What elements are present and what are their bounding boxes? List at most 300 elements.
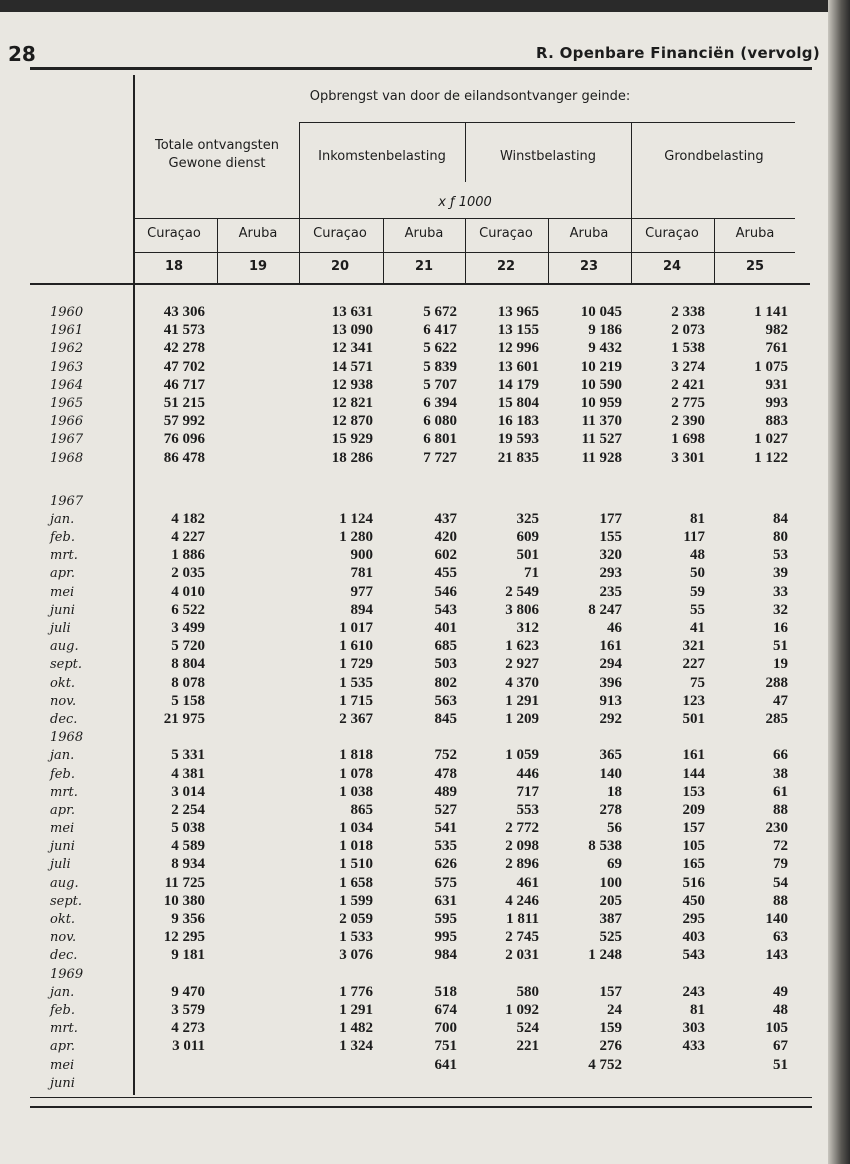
col-sublabel: Curaçao [313,226,367,241]
header-divider [465,122,466,182]
cell: 546 [434,583,457,600]
page-title: R. Openbare Financiën (vervolg) [535,44,820,62]
cell: 140 [765,911,788,927]
cell: 387 [599,911,622,927]
cell: 4 381 [171,765,205,782]
cell: 525 [599,929,622,946]
col-group-inkomsten: Inkomstenbelasting [318,149,446,164]
table-row [0,584,850,602]
cell: 205 [599,892,622,909]
row-label: okt. [50,912,76,927]
table-row [0,340,850,358]
cell: 18 [607,783,622,800]
cell: 1 535 [339,674,373,691]
cell: 674 [434,1001,457,1018]
table-row [0,729,850,747]
cell: 865 [350,801,373,818]
cell: 5 839 [423,358,457,375]
cell: 71 [524,565,539,582]
cell: 53 [773,547,788,564]
cell: 9 356 [171,911,205,927]
cell: 47 702 [163,358,205,375]
cell: 420 [434,529,457,546]
col-sublabel: Aruba [404,226,444,241]
cell: 609 [516,529,539,546]
cell: 8 804 [171,656,205,673]
cell: 41 573 [163,322,205,339]
cell: 11 725 [164,874,205,891]
table-row [0,1057,850,1075]
cell: 59 [690,583,705,600]
cell: 2 031 [505,947,539,964]
cell: 403 [682,929,705,946]
cell: 751 [434,1038,457,1055]
table-row [0,820,850,838]
cell: 10 219 [580,358,622,375]
row-label: aug. [50,639,79,655]
cell: 16 183 [497,413,539,430]
cell: 33 [773,583,788,600]
cell: 700 [434,1020,457,1037]
cell: 5 331 [171,747,205,764]
cell: 2 059 [339,911,373,927]
row-label: sept. [50,657,83,673]
cell: 982 [765,322,788,339]
cell: 69 [607,856,622,873]
row-label: mrt. [50,1021,78,1037]
cell: 1 886 [171,547,205,564]
row-label: juli [50,621,71,636]
cell: 2 254 [171,801,205,818]
cell: 900 [350,547,373,564]
cell: 14 179 [497,376,539,393]
cell: 524 [516,1020,539,1037]
table-row [0,359,850,377]
table-row [0,875,850,893]
cell: 1 018 [339,838,373,855]
cell: 153 [682,783,705,800]
table-row [0,395,850,413]
cell: 276 [599,1038,622,1055]
col-group-totale: Totale ontvangsten Gewone dienst [154,138,280,171]
table-row [0,747,850,765]
cell: 1 027 [754,431,788,448]
cell: 123 [682,692,705,709]
cell: 541 [434,820,457,837]
cell: 455 [434,565,457,582]
cell: 285 [765,710,788,727]
row-label: feb. [50,530,75,546]
cell: 10 045 [580,304,622,320]
cell: 10 590 [580,376,622,393]
cell: 13 965 [497,304,539,320]
cell: 4 182 [171,510,205,527]
cell: 995 [434,929,457,946]
cell: 10 380 [163,892,205,909]
cell: 6 080 [423,413,457,430]
cell: 478 [434,765,457,782]
col-divider [548,218,549,283]
cell: 1 658 [339,874,373,891]
cell: 16 [773,620,788,636]
row-label: dec. [50,948,78,964]
col-sublabel: Curaçao [147,226,201,241]
header-rule [30,67,812,70]
table-row [0,856,850,874]
cell: 4 273 [171,1020,205,1037]
cell: 177 [599,510,622,527]
cell: 10 959 [580,394,622,411]
table-row [0,450,850,468]
group-header: Opbrengst van door de eilandsontvanger geinde: [309,89,631,104]
cell: 13 631 [331,304,373,320]
cell: 1 059 [505,747,539,764]
cell: 13 601 [497,358,539,375]
cell: 9 186 [588,322,622,339]
cell: 437 [434,510,457,527]
col-number: 24 [662,259,682,274]
table-row [0,638,850,656]
cell: 2 549 [505,583,539,600]
table-row [0,693,850,711]
cell: 13 155 [497,322,539,339]
cell: 18 286 [331,449,373,466]
row-label: jan. [50,511,75,527]
table-row [0,893,850,911]
cell: 32 [773,601,788,618]
cell: 1 818 [339,747,373,764]
cell: 543 [434,601,457,618]
cell: 81 [690,1001,705,1018]
cell: 685 [434,638,457,655]
cell: 8 078 [171,674,205,691]
cell: 1 811 [506,911,539,927]
cell: 1 141 [754,304,788,320]
cell: 543 [682,947,705,964]
cell: 761 [765,340,788,357]
cell: 161 [682,747,705,764]
cell: 321 [682,638,705,655]
row-label: sept. [50,893,83,909]
cell: 63 [773,929,788,946]
table-row [0,966,850,984]
cell: 913 [599,692,622,709]
cell: 1 075 [754,358,788,375]
row-label: juni [50,602,75,618]
table-row [0,565,850,583]
cell: 4 370 [505,674,539,691]
cell: 553 [516,801,539,818]
cell: 80 [773,529,788,546]
cell: 19 [773,656,788,673]
cell: 157 [682,820,705,837]
cell: 535 [434,838,457,855]
col-group-grond: Grondbelasting [664,149,764,164]
cell: 1 324 [339,1038,373,1055]
table-row [0,838,850,856]
cell: 288 [765,674,788,691]
cell: 3 274 [671,358,705,375]
cell: 1 209 [505,710,539,727]
footer-rule [30,1097,812,1098]
table-row [0,929,850,947]
cell: 1 533 [339,929,373,946]
table-row [0,1075,850,1093]
cell: 602 [434,547,457,564]
cell: 6 417 [423,322,457,339]
page-number: 28 [8,42,36,66]
row-label: mrt. [50,548,78,564]
table-row [0,1002,850,1020]
cell: 54 [773,874,788,891]
row-label: jan. [50,748,75,764]
cell: 76 096 [163,431,205,448]
data-table [0,304,850,1093]
cell: 626 [434,856,457,873]
cell: 1 599 [339,892,373,909]
cell: 12 938 [331,376,373,393]
col-number: 19 [248,259,268,274]
cell: 51 [773,638,788,655]
cell: 117 [683,529,705,546]
cell: 3 011 [172,1038,205,1055]
cell: 501 [682,710,705,727]
row-label: 1966 [50,414,84,430]
cell: 159 [599,1020,622,1037]
row-label: feb. [50,1002,75,1018]
cell: 3 806 [505,601,539,618]
row-label: mei [50,1057,75,1073]
cell: 8 247 [588,601,622,618]
cell: 55 [690,601,705,618]
col-group-winst: Winstbelasting [499,149,597,164]
table-row [0,547,850,565]
spacer [0,468,850,493]
table-row [0,511,850,529]
cell: 365 [599,747,622,764]
cell: 38 [773,765,788,782]
cell: 894 [350,601,373,618]
cell: 8 934 [171,856,205,873]
cell: 51 [773,1056,788,1073]
cell: 21 835 [497,449,539,466]
table-row [0,784,850,802]
row-label: 1962 [50,341,84,357]
cell: 6 801 [423,431,457,448]
table-row [0,656,850,674]
cell: 86 478 [163,449,205,466]
table-row [0,602,850,620]
cell: 1 715 [339,692,373,709]
row-label: 1964 [50,377,84,393]
cell: 4 227 [171,529,205,546]
cell: 19 593 [497,431,539,448]
table-row [0,802,850,820]
cell: 717 [516,783,539,800]
cell: 845 [434,710,457,727]
row-label: mei [50,821,75,837]
cell: 278 [599,801,622,818]
cell: 12 870 [331,413,373,430]
cell: 8 538 [588,838,622,855]
cell: 977 [350,583,373,600]
cell: 144 [682,765,705,782]
cell: 140 [599,765,622,782]
row-label: nov. [50,930,77,946]
table-row [0,675,850,693]
row-label: apr. [50,1039,75,1055]
table-row [0,413,850,431]
cell: 88 [773,801,788,818]
row-label: 1968 [50,450,84,466]
cell: 230 [765,820,788,837]
cell: 9 470 [171,983,205,1000]
cell: 49 [773,983,788,1000]
cell: 2 035 [171,565,205,582]
col-divider [714,218,715,283]
row-label: mei [50,584,75,600]
cell: 24 [607,1001,622,1018]
header-divider [631,122,632,218]
cell: 527 [434,801,457,818]
cell: 2 073 [671,322,705,339]
cell: 5 720 [171,638,205,655]
cell: 1 124 [339,510,373,527]
cell: 3 014 [171,783,205,800]
table-row [0,620,850,638]
cell: 2 775 [671,394,705,411]
cell: 79 [773,856,788,873]
col-number: 21 [414,259,434,274]
cell: 21 975 [163,710,205,727]
cell: 165 [682,856,705,873]
cell: 6 394 [423,394,457,411]
table-row [0,766,850,784]
cell: 161 [599,638,622,655]
cell: 303 [682,1020,705,1037]
cell: 396 [599,674,622,691]
row-label: nov. [50,693,77,709]
table-row [0,911,850,929]
cell: 580 [516,983,539,1000]
cell: 48 [690,547,705,564]
table-row [0,377,850,395]
cell: 2 390 [671,413,705,430]
row-label: mrt. [50,784,78,800]
cell: 5 672 [423,304,457,320]
cell: 66 [773,747,788,764]
cell: 51 215 [163,394,205,411]
cell: 7 727 [423,449,457,466]
cell: 1 538 [671,340,705,357]
cell: 143 [765,947,788,964]
cell: 11 370 [581,413,622,430]
cell: 221 [516,1038,539,1055]
cell: 2 772 [505,820,539,837]
cell: 15 804 [497,394,539,411]
cell: 1 729 [339,656,373,673]
table-row [0,493,850,511]
cell: 1 482 [339,1020,373,1037]
cell: 209 [682,801,705,818]
cell: 105 [682,838,705,855]
cell: 41 [690,620,705,636]
cell: 5 707 [423,376,457,393]
cell: 3 301 [671,449,705,466]
cell: 1 698 [671,431,705,448]
cell: 1 280 [339,529,373,546]
row-label: 1968 [50,730,84,746]
cell: 4 010 [171,583,205,600]
cell: 931 [765,376,788,393]
col-divider [299,218,300,283]
cell: 1 092 [505,1001,539,1018]
cell: 67 [773,1038,788,1055]
header-divider [299,122,300,218]
table-row [0,711,850,729]
col-number: 25 [745,259,765,274]
col-number: 20 [330,259,350,274]
row-label: jan. [50,984,75,1000]
cell: 105 [765,1020,788,1037]
col-number: 23 [579,259,599,274]
cell: 4 246 [505,892,539,909]
table-row [0,529,850,547]
col-number: 22 [496,259,516,274]
cell: 1 291 [339,1001,373,1018]
cell: 1 291 [505,692,539,709]
cell: 516 [682,874,705,891]
cell: 1 510 [339,856,373,873]
cell: 39 [773,565,788,582]
cell: 518 [434,983,457,1000]
cell: 46 717 [163,376,205,393]
cell: 14 571 [331,358,373,375]
cell: 42 278 [163,340,205,357]
cell: 984 [434,947,457,964]
row-label: 1967 [50,432,84,448]
cell: 802 [434,674,457,691]
cell: 293 [599,565,622,582]
cell: 47 [773,692,788,709]
cell: 883 [765,413,788,430]
row-label: 1963 [50,359,84,375]
cell: 4 589 [171,838,205,855]
cell: 72 [773,838,788,855]
row-label: okt. [50,675,76,691]
cell: 100 [599,874,622,891]
col-divider [465,218,466,283]
col-sublabel: Curaçao [479,226,533,241]
cell: 5 038 [171,820,205,837]
cell: 401 [434,620,457,636]
cell: 1 034 [339,820,373,837]
cell: 43 306 [163,304,205,320]
cell: 781 [350,565,373,582]
row-label: juni [50,839,75,855]
cell: 88 [773,892,788,909]
header-rule [133,218,795,219]
col-divider [383,218,384,283]
unit-label: x ƒ 1000 [438,195,492,210]
cell: 641 [434,1056,457,1073]
cell: 9 432 [588,340,622,357]
cell: 81 [690,510,705,527]
cell: 75 [690,674,705,691]
cell: 5 622 [423,340,457,357]
cell: 631 [434,892,457,909]
row-label: dec. [50,711,78,727]
